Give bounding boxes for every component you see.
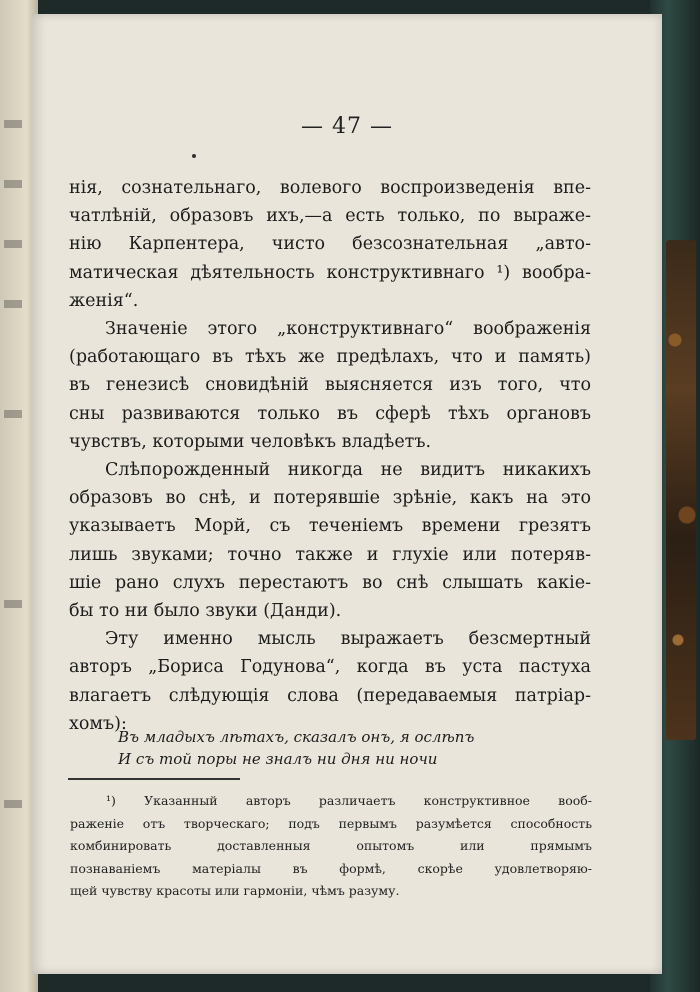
text-line: лишь звуками; точно также и глухіе или потеряв- <box>69 544 591 565</box>
text-line: матическая дѣятельность конструктивнаго ¹) вообра- <box>69 262 591 283</box>
ink-speck <box>192 154 196 158</box>
footnote-line: раженіе отъ творческаго; подъ первымъ разумѣется способность <box>70 815 592 831</box>
text-line: нію Карпентера, чисто безсознательная „авто- <box>69 234 591 255</box>
text-line: Слѣпорожденный никогда не видитъ никакихъ <box>105 460 591 481</box>
prev-page-text-fragment <box>4 600 22 608</box>
prev-page-text-fragment <box>4 240 22 248</box>
text-line: въ генезисѣ сновидѣній выясняется изъ того, что <box>69 375 591 396</box>
footnote-line: щей чувству красоты или гармоніи, чѣмъ разуму. <box>70 883 400 898</box>
prev-page-text-fragment <box>4 120 22 128</box>
text-line: авторъ „Бориса Годунова“, когда въ уста пастуха <box>69 657 591 678</box>
text-line: нія, сознательнаго, волевого воспроизведенія впе- <box>69 178 591 198</box>
text-line: хомъ): <box>69 713 127 734</box>
text-line: чувствъ, которыми человѣкъ владѣетъ. <box>69 431 432 452</box>
text-line: (работающаго въ тѣхъ же предѣлахъ, что и память) <box>69 347 591 368</box>
text-line: указываетъ Морй, съ теченіемъ времени грезятъ <box>69 516 591 537</box>
prev-page-text-fragment <box>4 180 22 188</box>
text-line: шіе рано слухъ перестаютъ во снѣ слышать какіе- <box>69 572 591 593</box>
footnote-line: ¹) Указанный авторъ различаетъ конструктивное вооб- <box>106 793 592 808</box>
text-line: Значеніе этого „конструктивнаго“ воображенія <box>105 319 591 340</box>
footnote <box>70 790 592 903</box>
prev-page-text-fragment <box>4 300 22 308</box>
text-line: бы то ни было звуки (Данди). <box>69 601 342 622</box>
page-number: — 47 — <box>301 114 393 139</box>
footnote-line: комбинировать доставленныя опытомъ или прямымъ <box>70 838 592 853</box>
prev-page-text-fragment <box>4 800 22 808</box>
book-page <box>32 14 662 974</box>
text-line: Эту именно мысль выражаетъ безсмертный <box>105 629 591 650</box>
text-line: влагаетъ слѣдующія слова (передаваемыя патріар- <box>69 685 591 706</box>
text-line: сны развиваются только въ сферѣ тѣхъ органовъ <box>69 403 591 424</box>
verse-quote <box>118 726 578 770</box>
verse-line: Въ младыхъ лѣтахъ, сказалъ онъ, я ослѣпъ <box>118 728 475 746</box>
marbled-board <box>666 240 696 740</box>
text-line: чатлѣній, образовъ ихъ,—а есть только, по выраже- <box>69 206 591 227</box>
footnote-rule <box>68 778 240 780</box>
footnote-line: познаваніемъ матеріалы въ формѣ, скорѣе удовлетворяю- <box>70 860 592 876</box>
main-text <box>69 174 591 738</box>
text-line: женія“. <box>69 290 139 311</box>
verse-line: И съ той поры не зналъ ни дня ни ночи <box>118 750 438 768</box>
prev-page-text-fragment <box>4 410 22 418</box>
text-line: образовъ во снѣ, и потерявшіе зрѣніе, какъ на это <box>69 488 591 509</box>
